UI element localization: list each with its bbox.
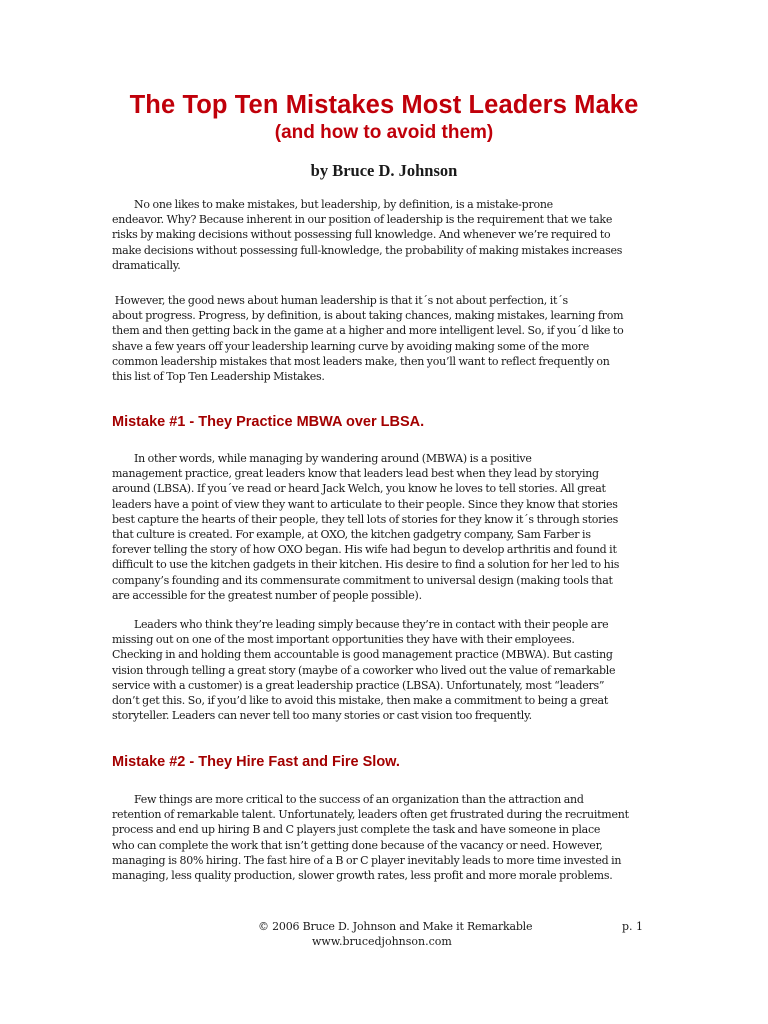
document-title: The Top Ten Mistakes Most Leaders Make [129,91,639,119]
section-heading-mistake-1: Mistake #1 - They Practice MBWA over LBSA. [112,414,425,430]
section-1-paragraph-2 [112,617,662,723]
text-line: managing is 80% hiring. The fast hire of a B or C player inevitably leads to more time invested in [112,853,622,867]
intro-paragraph-1 [112,197,662,273]
text-line: missing out on one of the most important opportunities they have with their employees. [112,633,575,647]
text-line: are accessible for the greatest number of people possible). [112,588,422,602]
section-1-paragraph-1 [112,451,662,603]
footer-website: www.brucedjohnson.com [312,935,452,948]
text-line: best capture the hearts of their people, they tell lots of stories for they know it´s through stories [112,512,619,526]
text-line: difficult to use the kitchen gadgets in their kitchen. His desire to find a solution for her led to his [112,558,620,572]
intro-paragraph-2 [112,293,662,384]
text-line: Few things are more critical to the success of an organization than the attraction and [112,793,584,806]
text-line: leaders have a point of view they want to articulate to their people. Since they know that stories [112,497,618,511]
text-line: them and then getting back in the game at a higher and more intelligent level. So, if you´d like to [112,324,624,338]
text-line: However, the good news about human leadership is that it´s not about perfection, it´s [112,294,568,307]
text-line: endeavor. Why? Because inherent in our position of leadership is the requirement that we take [112,213,613,227]
author-byline: by Bruce D. Johnson [310,161,458,180]
text-line: about progress. Progress, by definition, is about taking chances, making mistakes, learning from [112,309,624,323]
text-line: vision through telling a great story (maybe of a coworker who lived out the value of remarkable [112,663,616,677]
text-line: management practice, great leaders know that leaders lead best when they lead by storying [112,467,599,481]
text-line: service with a customer) is a great leadership practice (LBSA). Unfortunately, most “leaders” [112,678,605,692]
document-subtitle: (and how to avoid them) [274,122,494,143]
text-line: that culture is created. For example, at OXO, the kitchen gadgetry company, Sam Farber is [112,528,591,542]
text-line: around (LBSA). If you´ve read or heard Jack Welch, you know he loves to tell stories. All great [112,482,606,496]
text-line: common leadership mistakes that most leaders make, then you’ll want to reflect frequently on [112,354,610,368]
text-line: company’s founding and its commensurate commitment to universal design (making tools that [112,573,613,587]
text-line: who can complete the work that isn’t getting done because of the vacancy or need. However, [112,838,603,852]
text-line: dramatically. [112,258,181,272]
footer-copyright: © 2006 Bruce D. Johnson and Make it Remarkable [258,920,533,933]
text-line: retention of remarkable talent. Unfortunately, leaders often get frustrated during the recruitment [112,808,629,822]
section-heading-mistake-2: Mistake #2 - They Hire Fast and Fire Slow. [112,754,400,770]
text-line: In other words, while managing by wandering around (MBWA) is a positive [112,452,532,465]
text-line: Leaders who think they’re leading simply because they’re in contact with their people are [112,618,609,631]
text-line: make decisions without possessing full-knowledge, the probability of making mistakes increases [112,243,623,257]
text-line: Checking in and holding them accountable is good management practice (MBWA). But casting [112,648,613,662]
text-line: No one likes to make mistakes, but leadership, by definition, is a mistake-prone [112,198,553,211]
text-line: storyteller. Leaders can never tell too many stories or cast vision too frequently. [112,709,532,723]
text-line: don’t get this. So, if you’d like to avoid this mistake, then make a commitment to being a great [112,694,608,708]
text-line: shave a few years off your leadership learning curve by avoiding making some of the more [112,339,590,353]
text-line: process and end up hiring B and C players just complete the task and have someone in place [112,823,601,837]
text-line: this list of Top Ten Leadership Mistakes. [112,370,325,384]
text-line: forever telling the story of how OXO began. His wife had begun to develop arthritis and found it [112,543,617,557]
section-2-paragraph-1 [112,792,662,883]
text-line: risks by making decisions without possessing full knowledge. And whenever we’re required to [112,228,611,242]
footer-page-number: p. 1 [622,920,644,933]
text-line: managing, less quality production, slower growth rates, less profit and more morale problems. [112,869,613,883]
